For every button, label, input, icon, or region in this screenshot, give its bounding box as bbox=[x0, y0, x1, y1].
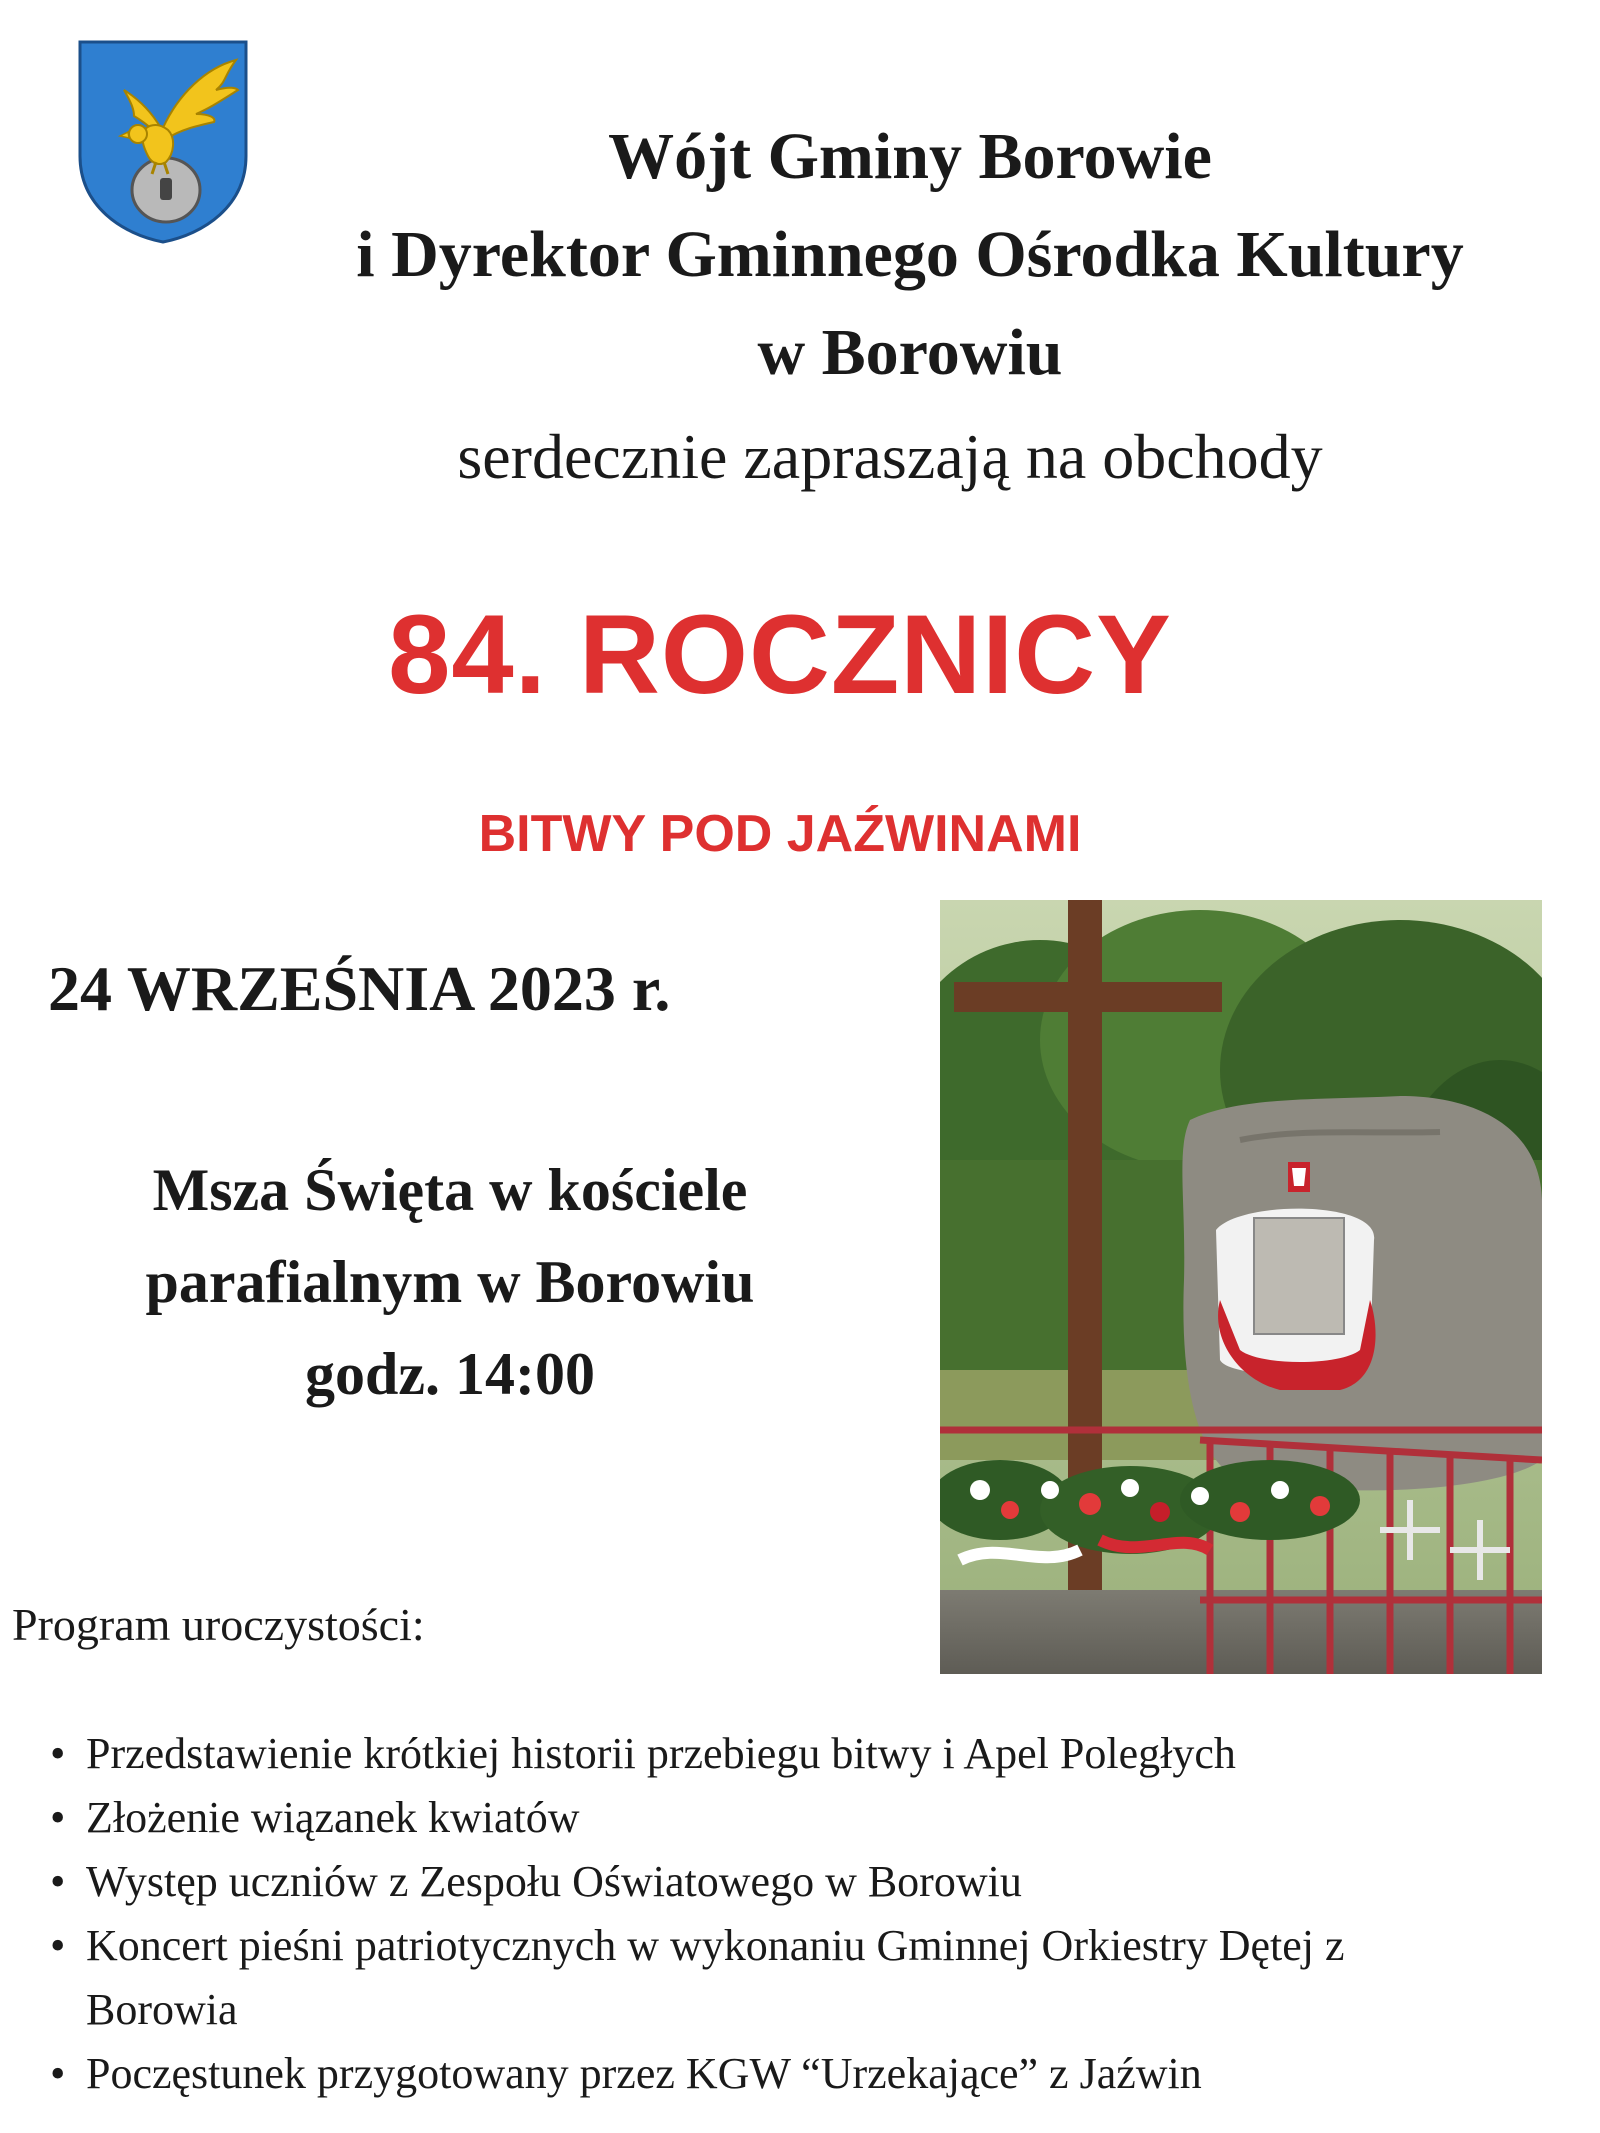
list-item: • Złożenie wiązanek kwiatów bbox=[50, 1786, 1550, 1850]
program-label: Program uroczystości: bbox=[12, 1599, 425, 1650]
battle-title: BITWY POD JAŹWINAMI bbox=[478, 805, 1082, 863]
mass-info bbox=[30, 1144, 870, 1420]
header-line-2: i Dyrektor Gminnego Ośrodka Kultury bbox=[356, 218, 1464, 291]
mass-line-1: Msza Święta w kościele bbox=[152, 1157, 748, 1223]
list-item: • Przedstawienie krótkiej historii przebiegu bitwy i Apel Poległych bbox=[50, 1722, 1550, 1786]
anniversary-title: 84. ROCZNICY bbox=[388, 592, 1172, 717]
invite-text: serdecznie zapraszają na obchody bbox=[457, 421, 1323, 492]
coat-of-arms-icon bbox=[76, 38, 250, 244]
mass-time: godz. 14:00 bbox=[305, 1341, 595, 1407]
list-item: • Poczęstunek przygotowany przez KGW “Urzekające” z Jaźwin bbox=[50, 2042, 1550, 2106]
event-date: 24 WRZEŚNIA 2023 r. bbox=[48, 953, 671, 1024]
header-line-1: Wójt Gminy Borowie bbox=[608, 120, 1212, 193]
program-list bbox=[50, 1722, 1550, 2106]
list-item: • Występ uczniów z Zespołu Oświatowego w Borowiu bbox=[50, 1850, 1550, 1914]
header-line-3: w Borowiu bbox=[757, 316, 1063, 389]
list-item: • Koncert pieśni patriotycznych w wykonaniu Gminnej Orkiestry Dętej z Borowia bbox=[50, 1914, 1550, 2042]
memorial-photo bbox=[940, 900, 1542, 1674]
mass-line-2: parafialnym w Borowiu bbox=[145, 1249, 755, 1315]
